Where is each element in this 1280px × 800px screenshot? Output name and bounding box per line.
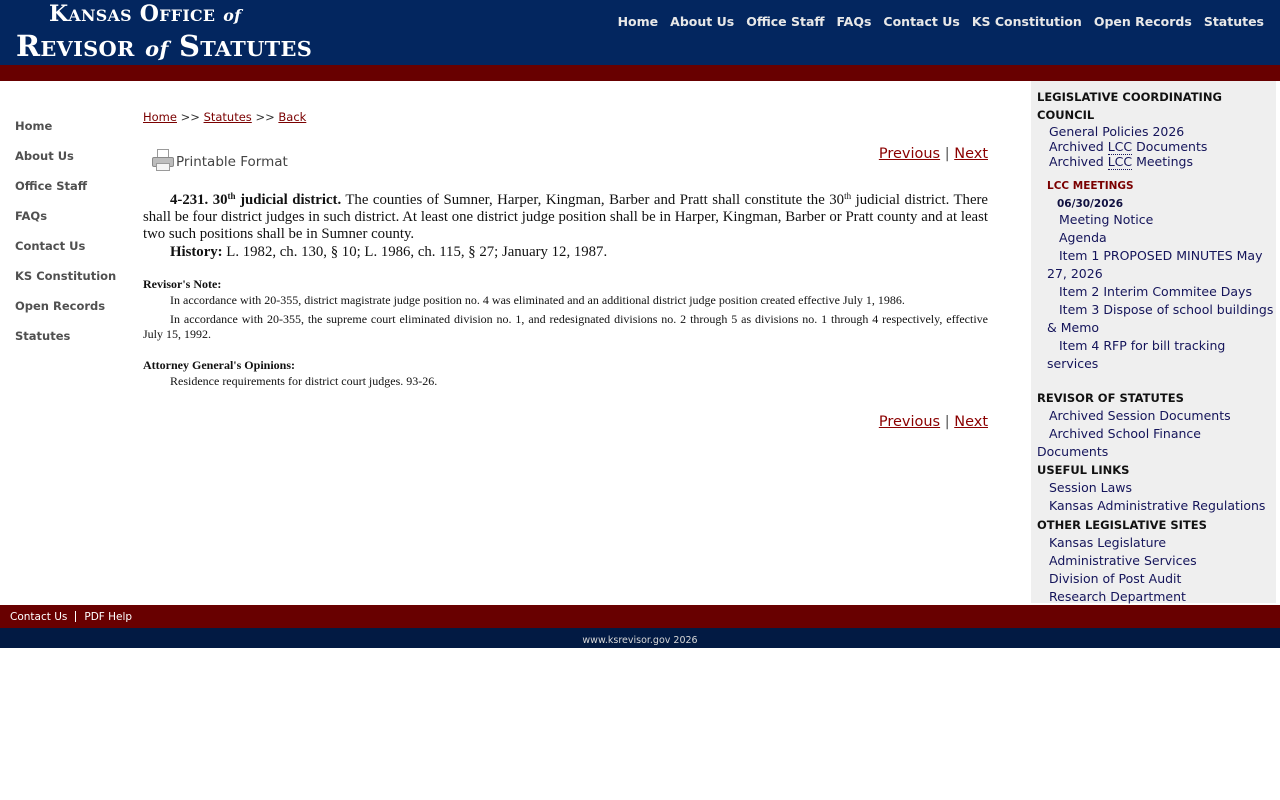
useful-links-heading: USEFUL LINKS: [1037, 463, 1130, 477]
revisors-note-heading: Revisor's Note:: [143, 277, 222, 291]
footer-pdf-help[interactable]: PDF Help: [84, 610, 133, 623]
item-4-link[interactable]: Item 4 RFP for bill tracking services: [1047, 338, 1226, 371]
leftnav-about-us[interactable]: About Us: [15, 149, 74, 163]
top-navigation: [618, 14, 1264, 29]
statute-history: History: L. 1982, ch. 130, § 10; L. 1986, ch. 115, § 27; January 12, 1987.: [170, 244, 608, 260]
next-link[interactable]: Next: [954, 146, 988, 162]
footer-contact-us[interactable]: Contact Us: [10, 610, 68, 623]
post-audit-link[interactable]: Division of Post Audit: [1049, 571, 1182, 586]
previous-link[interactable]: Previous: [878, 414, 941, 430]
leftnav-statutes[interactable]: Statutes: [15, 329, 71, 343]
history-label: History:: [170, 244, 223, 260]
printer-icon: [151, 148, 175, 172]
statute-text: 4-231. 30th judicial district. The counties of Sumner, Harper, Kingman, Barber and Pratt shall constitute the 30th judicial district. There shall be four district judges in such district. At least one district judge position shall be in Harper, Kingman, Barber or Pratt county and at least two such positions shall be in Sumner county.: [143, 191, 989, 242]
topnav-about-us[interactable]: About Us: [670, 14, 735, 29]
ag-opinion: Residence requirements for district court judges. 93-26.: [170, 374, 438, 388]
lcc-meetings-heading: LCC MEETINGS: [1047, 180, 1134, 192]
left-navigation: [15, 118, 135, 358]
leftnav-ks-constitution[interactable]: KS Constitution: [15, 269, 117, 283]
copyright-bar: [0, 628, 1280, 648]
copyright-text: www.ksrevisor.gov 2026: [582, 635, 698, 646]
leftnav-home[interactable]: Home: [15, 119, 53, 133]
session-laws-link[interactable]: Session Laws: [1049, 480, 1133, 495]
meeting-date: 06/30/2026: [1057, 198, 1124, 210]
topnav-statutes[interactable]: Statutes: [1203, 14, 1264, 29]
printable-format-link[interactable]: [151, 148, 288, 172]
general-policies-link[interactable]: General Policies 2026: [1049, 124, 1185, 139]
right-sidebar: [1031, 81, 1280, 603]
next-link[interactable]: Next: [954, 414, 988, 430]
logo-line-2: REVISOR of STATUTES: [16, 29, 313, 63]
main-content: [143, 110, 988, 430]
lcc-heading: LEGISLATIVE COORDINATING COUNCIL: [1037, 90, 1222, 122]
breadcrumb-statutes[interactable]: Statutes: [203, 110, 252, 124]
footer-bar: [0, 605, 1280, 628]
kansas-legislature-link[interactable]: Kansas Legislature: [1049, 535, 1167, 550]
archived-lcc-meetings-link[interactable]: Archived LCC Meetings: [1049, 154, 1193, 169]
leftnav-faqs[interactable]: FAQs: [15, 209, 48, 223]
site-header: [0, 0, 1280, 65]
revisor-heading: REVISOR OF STATUTES: [1037, 391, 1184, 405]
research-department-link[interactable]: Research Department: [1049, 589, 1186, 604]
agenda-link[interactable]: Agenda: [1059, 230, 1107, 245]
pager-separator: |: [944, 146, 950, 162]
kar-link[interactable]: Kansas Administrative Regulations: [1049, 498, 1266, 513]
printable-format-label: Printable Format: [176, 154, 288, 170]
archived-school-finance-link[interactable]: Archived School Finance Documents: [1037, 426, 1201, 459]
ag-opinions-heading: Attorney General's Opinions:: [143, 358, 295, 372]
topnav-open-records[interactable]: Open Records: [1093, 14, 1192, 29]
pager-bottom: [143, 414, 988, 430]
revisors-note: In accordance with 20-355, district magistrate judge position no. 4 was eliminated and an additional district judge position created effective July 1, 1986.: [170, 293, 905, 307]
archived-session-documents-link[interactable]: Archived Session Documents: [1049, 408, 1231, 423]
pager-top: [879, 146, 988, 162]
administrative-services-link[interactable]: Administrative Services: [1049, 553, 1197, 568]
leftnav-open-records[interactable]: Open Records: [15, 299, 106, 313]
pager-separator: |: [944, 414, 950, 430]
archived-lcc-documents-link[interactable]: Archived LCC Documents: [1049, 139, 1208, 154]
logo-line-1: KANSAS OFFICE of: [49, 1, 242, 27]
other-sites-heading: OTHER LEGISLATIVE SITES: [1037, 518, 1207, 532]
breadcrumb: [143, 110, 988, 132]
breadcrumb-separator: >>: [180, 110, 200, 124]
topnav-home[interactable]: Home: [617, 14, 659, 29]
leftnav-office-staff[interactable]: Office Staff: [15, 179, 88, 193]
statute-number: 4-231.: [170, 192, 209, 208]
item-1-link[interactable]: Item 1 PROPOSED MINUTES May 27, 2026: [1047, 248, 1263, 281]
item-2-link[interactable]: Item 2 Interim Commitee Days: [1059, 284, 1252, 299]
breadcrumb-home[interactable]: Home: [143, 110, 177, 124]
item-3-link[interactable]: Item 3 Dispose of school buildings & Memo: [1047, 302, 1274, 335]
footer-separator: [75, 611, 76, 622]
header-accent-bar: [0, 65, 1280, 81]
topnav-faqs[interactable]: FAQs: [836, 14, 872, 29]
topnav-ks-constitution[interactable]: KS Constitution: [971, 14, 1082, 29]
breadcrumb-separator: >>: [255, 110, 275, 124]
meeting-notice-link[interactable]: Meeting Notice: [1059, 212, 1154, 227]
leftnav-contact-us[interactable]: Contact Us: [15, 239, 86, 253]
statute-heading: 30th judicial district.: [212, 191, 342, 208]
previous-link[interactable]: Previous: [878, 146, 941, 162]
topnav-office-staff[interactable]: Office Staff: [746, 14, 825, 29]
breadcrumb-back[interactable]: Back: [278, 110, 307, 124]
topnav-contact-us[interactable]: Contact Us: [883, 14, 960, 29]
toolbar-row: [143, 142, 988, 192]
revisors-note: In accordance with 20-355, the supreme court eliminated division no. 1, and redesignated divisions no. 2 through 5 as divisions no. 1 through 4 respectively, effective July 15, 1992.: [143, 312, 988, 341]
